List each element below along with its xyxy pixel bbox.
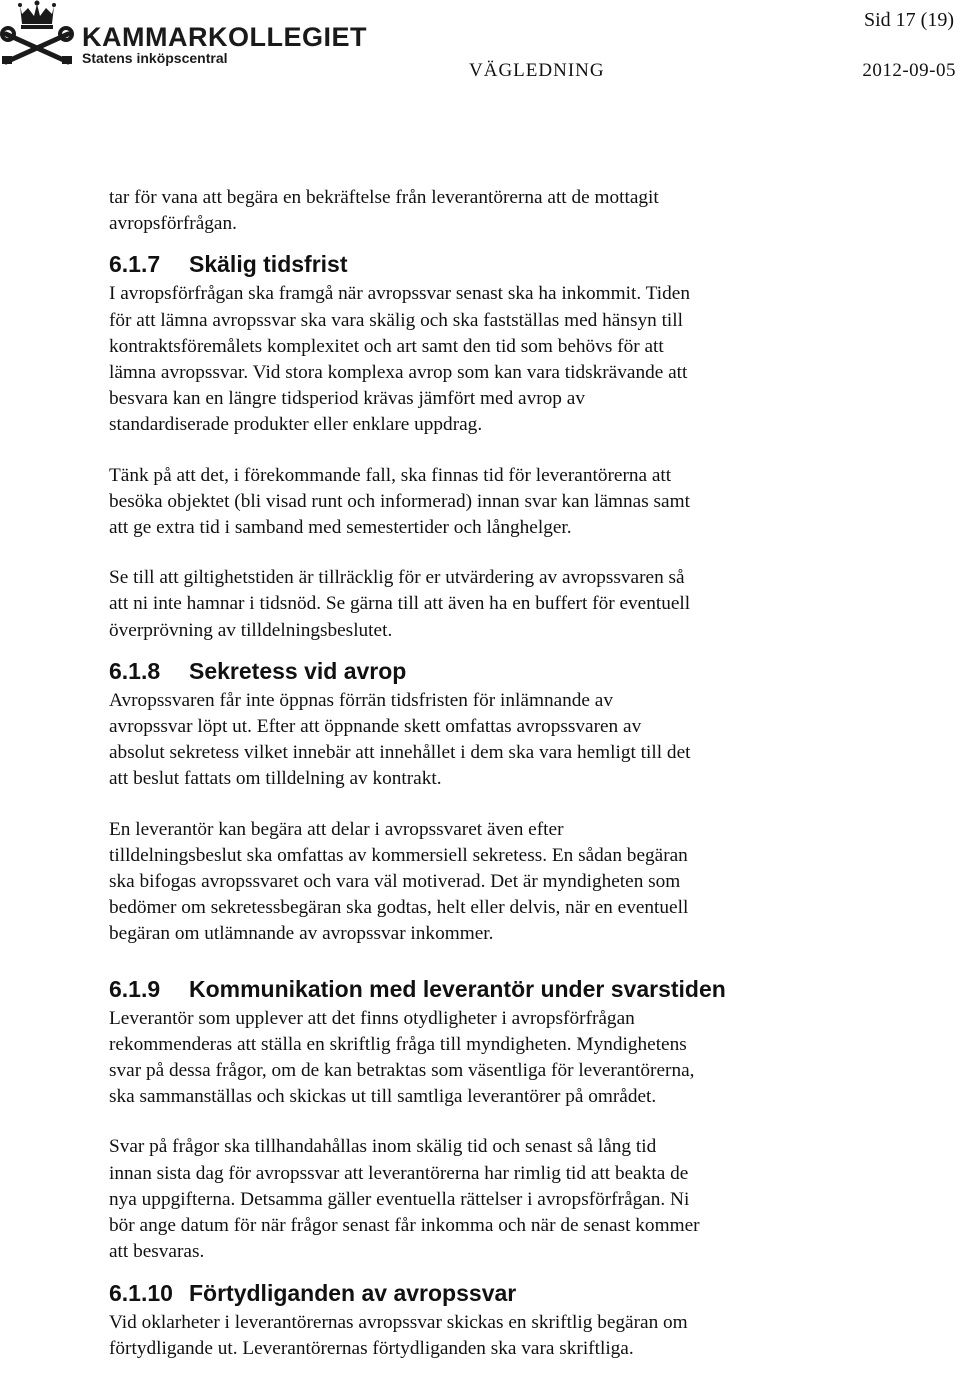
page-header: [0, 0, 960, 100]
document-body: [109, 185, 809, 1362]
org-subtitle: Statens inköpscentral: [82, 50, 228, 66]
section-heading-6-1-8: [109, 654, 809, 688]
document-type: VÄGLEDNING: [469, 60, 605, 81]
section-heading-6-1-9: [109, 972, 809, 1006]
document-date: 2012-09-05: [862, 60, 956, 81]
section-title: Skälig tidsfrist: [189, 251, 348, 278]
section-number: 6.1.10: [109, 1279, 173, 1306]
section-title: Sekretess vid avrop: [189, 657, 407, 684]
section-heading-6-1-7: [109, 247, 809, 281]
section-number: 6.1.7: [109, 251, 161, 278]
section-heading-6-1-10: [109, 1276, 809, 1310]
paragraph: Vid oklarheter i leverantörernas avropssvar skickas en skriftlig begäran om förtydligande ut. Leverantörernas förtydliganden ska vara skriftliga.: [109, 1311, 688, 1359]
paragraph: En leverantör kan begära att delar i avropssvaret även efter tilldelningsbeslut ska omfattas av kommersiell sekretess. En sådan begäran ska bifogas avropssvaret och vara väl motiverad. Det är myndigheten som bedömer om sekretessbegäran ska godtas, helt eller delvis, när en eventuell begäran om utlämnande av avropssvar inkommer.: [109, 818, 689, 945]
paragraph: Tänk på att det, i förekommande fall, ska finnas tid för leverantörerna att besöka objektet (bli visad runt och informerad) innan svar kan lämnas samt att ge extra tid i samband med semestertider och långhelger.: [109, 464, 690, 539]
section-title: Kommunikation med leverantör under svarstiden: [189, 975, 726, 1002]
page-number: Sid 17 (19): [864, 9, 954, 31]
crown-emblem-icon: [0, 0, 75, 68]
paragraph: I avropsförfrågan ska framgå när avropssvar senast ska ha inkommit. Tiden för att lämna avropssvar ska vara skälig och ska fastställas med hänsyn till kontraktsföremålets komplexitet och art samt den tid som behövs för att lämna avropssvar. Vid stora komplexa avrop som kan vara tidskrävande att besvara kan en längre tidsperiod krävas jämfört med avrop av standardiserade produkter eller enklare uppdrag.: [109, 283, 690, 436]
intro-paragraph: tar för vana att begära en bekräftelse från leverantörerna att de mottagit avropsförfrågan.: [109, 187, 659, 235]
paragraph: Avropssvaren får inte öppnas förrän tidsfristen för inlämnande av avropssvar löpt ut. Efter att öppnande skett omfattas avropssvaren av absolut sekretess vilket innebär att innehållet i dem ska vara hemligt till det att beslut fattats om tilldelning av kontrakt.: [109, 689, 691, 790]
paragraph: Se till att giltighetstiden är tillräcklig för er utvärdering av avropssvaren så att ni inte hamnar i tidsnöd. Se gärna till att även ha en buffert för eventuell överprövning av tilldelningsbeslutet.: [109, 567, 691, 641]
paragraph: Svar på frågor ska tillhandahållas inom skälig tid och senast så lång tid innan sista dag för avropssvar att leverantörerna har rimlig tid att beakta de nya uppgifterna. Detsamma gäller eventuella rättelser i avropsförfrågan. Ni bör ange datum för när frågor senast får inkomma och när de senast kommer att besvaras.: [109, 1136, 700, 1263]
section-title: Förtydliganden av avropssvar: [189, 1279, 517, 1306]
section-number: 6.1.9: [109, 975, 161, 1002]
section-number: 6.1.8: [109, 657, 161, 684]
org-name: KAMMARKOLLEGIET: [82, 22, 367, 52]
paragraph: Leverantör som upplever att det finns otydligheter i avropsförfrågan rekommenderas att ställa en skriftlig fråga till myndigheten. Myndighetens svar på dessa frågor, om de kan betraktas som väsentliga för leverantörerna, ska sammanställas och skickas ut till samtliga leverantörer på området.: [109, 1007, 695, 1108]
